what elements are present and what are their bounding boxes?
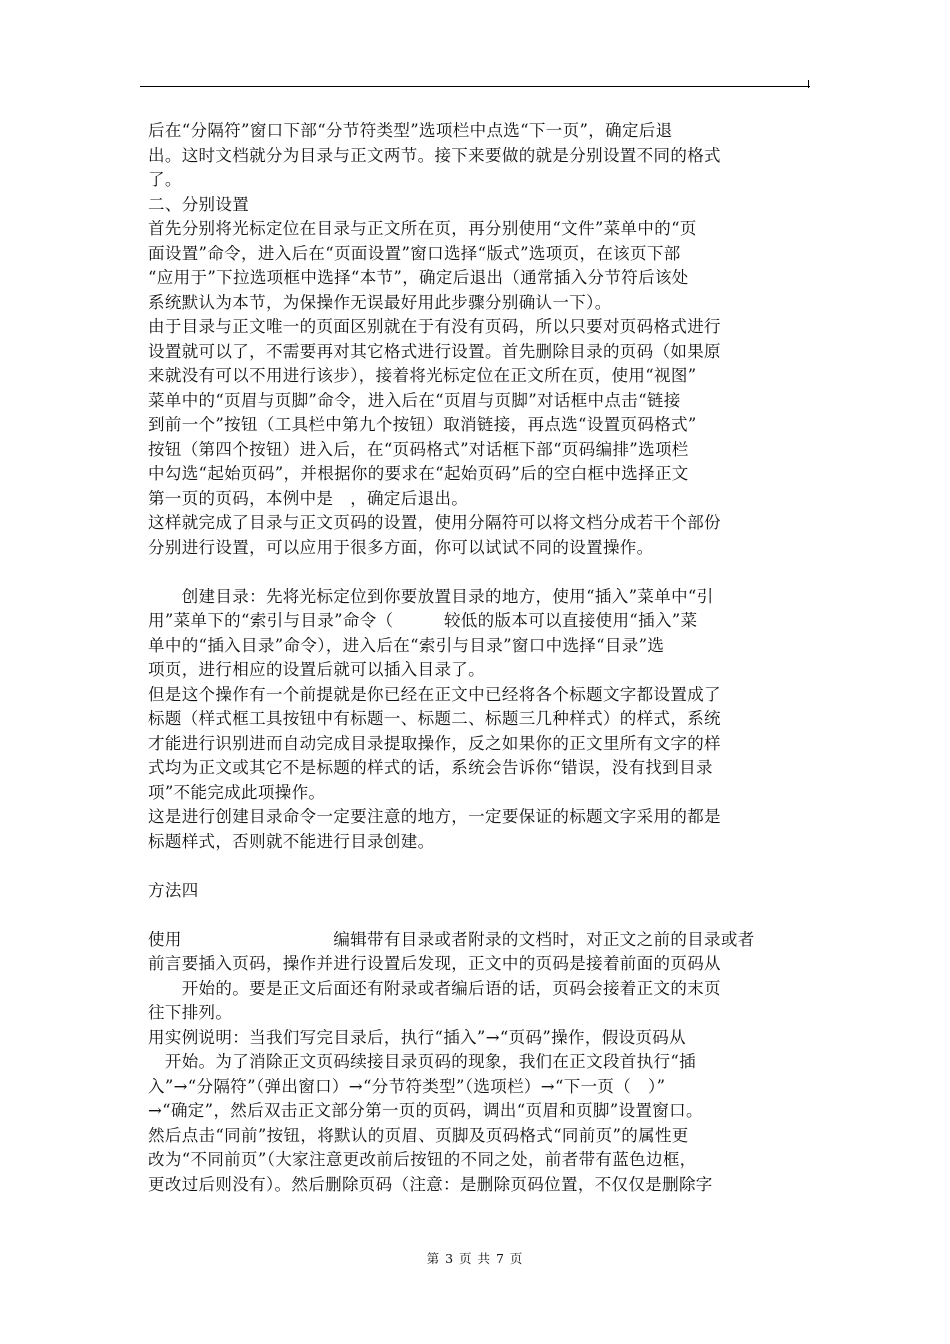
text-line: 面设置”命令，进入后在“页面设置”窗口选择“版式”选项页，在该页下部 xyxy=(148,243,681,263)
text-line: 用”菜单下的“索引与目录”命令（ 较低的版本可以直接使用“插入”菜 xyxy=(148,611,698,630)
header-rule xyxy=(140,86,810,87)
text-line: 到前一个”按钮（工具栏中第九个按钮）取消链接，再点选“设置页码格式” xyxy=(148,415,697,434)
text-line: 出。这时文档就分为目录与正文两节。接下来要做的就是分别设置不同的格式 xyxy=(148,145,721,165)
text-line: 设置就可以了，不需要再对其它格式进行设置。首先删除目录的页码（如果原 xyxy=(148,341,721,361)
text-line: 由于目录与正文唯一的页面区别就在于有没有页码，所以只要对页码格式进行 xyxy=(148,317,721,336)
text-line: 开始。为了消除正文页码续接目录页码的现象，我们在正文段首执行“插 xyxy=(148,1052,696,1071)
page-footer: 第 3 页 共 7 页 xyxy=(426,1251,524,1266)
text-line: 前言要插入页码，操作并进行设置后发现，正文中的页码是接着前面的页码从 xyxy=(148,954,721,973)
text-line: 项”不能完成此项操作。 xyxy=(148,782,326,802)
text-line: 才能进行识别进而自动完成目录提取操作，反之如果你的正文里所有文字的样 xyxy=(148,733,721,753)
text-line: 项页，进行相应的设置后就可以插入目录了。 xyxy=(148,660,485,679)
text-line: 单中的“插入目录”命令），进入后在“索引与目录”窗口中选择“目录”选 xyxy=(148,635,665,655)
text-line: 第一页的页码，本例中是 ，确定后退出。 xyxy=(148,488,469,508)
text-line: 了。 xyxy=(148,170,182,189)
text-line: 中勾选“起始页码”，并根据你的要求在“起始页码”后的空白框中选择正文 xyxy=(148,464,689,483)
text-line: 标题（样式框工具按钮中有标题一、标题二、标题三几种样式）的样式，系统 xyxy=(148,709,721,728)
text-line: 来就没有可以不用进行该步），接着将光标定位在正文所在页，使用“视图” xyxy=(148,366,697,385)
text-line: 创建目录：先将光标定位到你要放置目录的地方，使用“插入”菜单中“引 xyxy=(148,586,714,606)
blank-line xyxy=(148,854,808,879)
text-line: 改为“不同前页”（大家注意更改前后按钮的不同之处，前者带有蓝色边框， xyxy=(148,1150,697,1169)
text-line: 二、分别设置 xyxy=(148,194,250,214)
text-line: 开始的。要是正文后面还有附录或者编后语的话，页码会接着正文的末页 xyxy=(148,978,721,998)
text-line: 用实例说明：当我们写完目录后，执行“插入”→“页码”操作，假设页码从 xyxy=(148,1027,686,1047)
text-line: 更改过后则没有）。然后删除页码（注意：是删除页码位置，不仅仅是删除字 xyxy=(148,1174,713,1194)
text-line: 菜单中的“页眉与页脚”命令，进入后在“页眉与页脚”对话框中点击“链接 xyxy=(148,390,681,410)
text-line: 但是这个操作有一个前提就是你已经在正文中已经将各个标题文字都设置成了 xyxy=(148,684,721,704)
text-line: 往下排列。 xyxy=(148,1003,233,1022)
text-line: 这样就完成了目录与正文页码的设置，使用分隔符可以将文档分成若干个部份 xyxy=(148,513,721,532)
text-line: 入”→“分隔符”（弹出窗口）→“分节符类型”（选项栏）→“下一页（ ）” xyxy=(148,1076,666,1096)
text-line: 式均为正文或其它不是标题的样式的话，系统会告诉你“错误，没有找到目录 xyxy=(148,758,713,777)
text-line: 后在“分隔符”窗口下部“分节符类型”选项栏中点选“下一页”，确定后退 xyxy=(148,121,673,140)
text-line: 分别进行设置，可以应用于很多方面，你可以试试不同的设置操作。 xyxy=(148,537,654,557)
text-line: 首先分别将光标定位在目录与正文所在页，再分别使用“文件”菜单中的“页 xyxy=(148,219,697,238)
text-line: →“确定”，然后双击正文部分第一页的页码，调出“页眉和页脚”设置窗口。 xyxy=(148,1101,703,1120)
header-rule-tick xyxy=(808,80,809,88)
blank-line xyxy=(148,903,808,928)
text-line: “应用于”下拉选项框中选择“本节”，确定后退出（通常插入分节符后该处 xyxy=(148,268,689,287)
text-line: 这是进行创建目录命令一定要注意的地方，一定要保证的标题文字采用的都是 xyxy=(148,807,721,826)
blank-line xyxy=(148,560,808,585)
text-line: 使用 编辑带有目录或者附录的文档时，对正文之前的目录或者 xyxy=(148,929,755,949)
document-body xyxy=(148,119,808,1197)
text-line: 然后点击“同前”按钮，将默认的页眉、页脚及页码格式“同前页”的属性更 xyxy=(148,1125,689,1145)
text-line: 方法四 xyxy=(148,880,199,900)
text-line: 按钮（第四个按钮）进入后，在“页码格式”对话框下部“页码编排”选项栏 xyxy=(148,439,689,459)
text-line: 标题样式，否则就不能进行目录创建。 xyxy=(148,831,435,851)
text-line: 系统默认为本节，为保操作无误最好用此步骤分别确认一下）。 xyxy=(148,292,612,312)
